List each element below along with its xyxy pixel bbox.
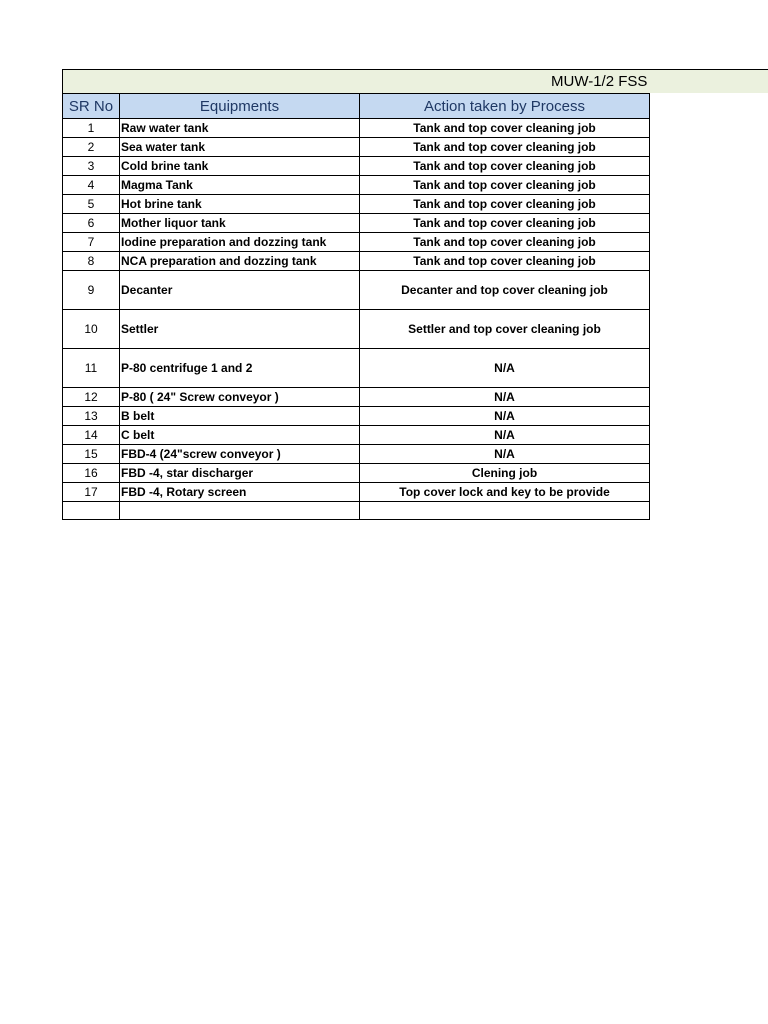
table-row <box>63 138 650 157</box>
equipment-cell: Cold brine tank <box>120 157 360 176</box>
sr-no-cell: 14 <box>63 426 120 445</box>
sr-no-cell: 5 <box>63 195 120 214</box>
equipment-cell: Settler <box>120 310 360 349</box>
table-row <box>63 119 650 138</box>
sr-no-cell: 1 <box>63 119 120 138</box>
table-row <box>63 271 650 310</box>
sr-no-cell: 3 <box>63 157 120 176</box>
action-cell: Top cover lock and key to be provide <box>360 483 650 502</box>
action-cell: Settler and top cover cleaning job <box>360 310 650 349</box>
table-row <box>63 407 650 426</box>
table-row <box>63 349 650 388</box>
action-cell: N/A <box>360 426 650 445</box>
equipment-cell: NCA preparation and dozzing tank <box>120 252 360 271</box>
action-cell: N/A <box>360 388 650 407</box>
action-cell: Decanter and top cover cleaning job <box>360 271 650 310</box>
action-cell: Tank and top cover cleaning job <box>360 138 650 157</box>
sr-no-cell: 2 <box>63 138 120 157</box>
sr-no-cell: 15 <box>63 445 120 464</box>
sr-no-cell: 13 <box>63 407 120 426</box>
title-banner <box>62 69 768 93</box>
equipment-cell: C belt <box>120 426 360 445</box>
table-row <box>63 233 650 252</box>
equipment-cell: Mother liquor tank <box>120 214 360 233</box>
equipment-cell: Decanter <box>120 271 360 310</box>
action-cell: Tank and top cover cleaning job <box>360 195 650 214</box>
sr-no-cell: 12 <box>63 388 120 407</box>
header-row <box>63 94 650 119</box>
equipment-cell: Hot brine tank <box>120 195 360 214</box>
table-row <box>63 445 650 464</box>
table-row <box>63 157 650 176</box>
header-sr-no: SR No <box>63 94 120 119</box>
action-cell: Tank and top cover cleaning job <box>360 176 650 195</box>
sr-no-cell: 7 <box>63 233 120 252</box>
equipment-cell: FBD-4 (24"screw conveyor ) <box>120 445 360 464</box>
sr-no-cell: 8 <box>63 252 120 271</box>
sr-no-cell: 9 <box>63 271 120 310</box>
equipment-cell: FBD -4, star discharger <box>120 464 360 483</box>
equipment-cell: Sea water tank <box>120 138 360 157</box>
action-cell: Tank and top cover cleaning job <box>360 214 650 233</box>
header-action: Action taken by Process <box>360 94 650 119</box>
sr-no-cell: 17 <box>63 483 120 502</box>
table-row <box>63 214 650 233</box>
sr-no-cell: 16 <box>63 464 120 483</box>
equipment-cell: Raw water tank <box>120 119 360 138</box>
table-row <box>63 310 650 349</box>
sr-no-cell: 11 <box>63 349 120 388</box>
table-row <box>63 483 650 502</box>
table-row <box>63 388 650 407</box>
table-row <box>63 252 650 271</box>
action-cell: Tank and top cover cleaning job <box>360 119 650 138</box>
action-cell: Clening job <box>360 464 650 483</box>
equipment-cell: P-80 ( 24" Screw conveyor ) <box>120 388 360 407</box>
action-cell: N/A <box>360 407 650 426</box>
empty-row <box>63 502 650 520</box>
equipment-cell: Iodine preparation and dozzing tank <box>120 233 360 252</box>
empty-cell <box>360 502 650 520</box>
table-row <box>63 464 650 483</box>
empty-cell <box>63 502 120 520</box>
action-cell: Tank and top cover cleaning job <box>360 233 650 252</box>
empty-cell <box>120 502 360 520</box>
action-cell: N/A <box>360 349 650 388</box>
sr-no-cell: 10 <box>63 310 120 349</box>
action-cell: Tank and top cover cleaning job <box>360 252 650 271</box>
header-equipments: Equipments <box>120 94 360 119</box>
sr-no-cell: 6 <box>63 214 120 233</box>
equipment-cell: Magma Tank <box>120 176 360 195</box>
table-row <box>63 426 650 445</box>
equipment-cell: P-80 centrifuge 1 and 2 <box>120 349 360 388</box>
equipment-cell: B belt <box>120 407 360 426</box>
table-row <box>63 176 650 195</box>
action-cell: N/A <box>360 445 650 464</box>
table-row <box>63 195 650 214</box>
sheet-title: MUW-1/2 FSS <box>551 73 648 90</box>
action-cell: Tank and top cover cleaning job <box>360 157 650 176</box>
equipment-cell: FBD -4, Rotary screen <box>120 483 360 502</box>
equipment-table <box>62 93 650 520</box>
sr-no-cell: 4 <box>63 176 120 195</box>
